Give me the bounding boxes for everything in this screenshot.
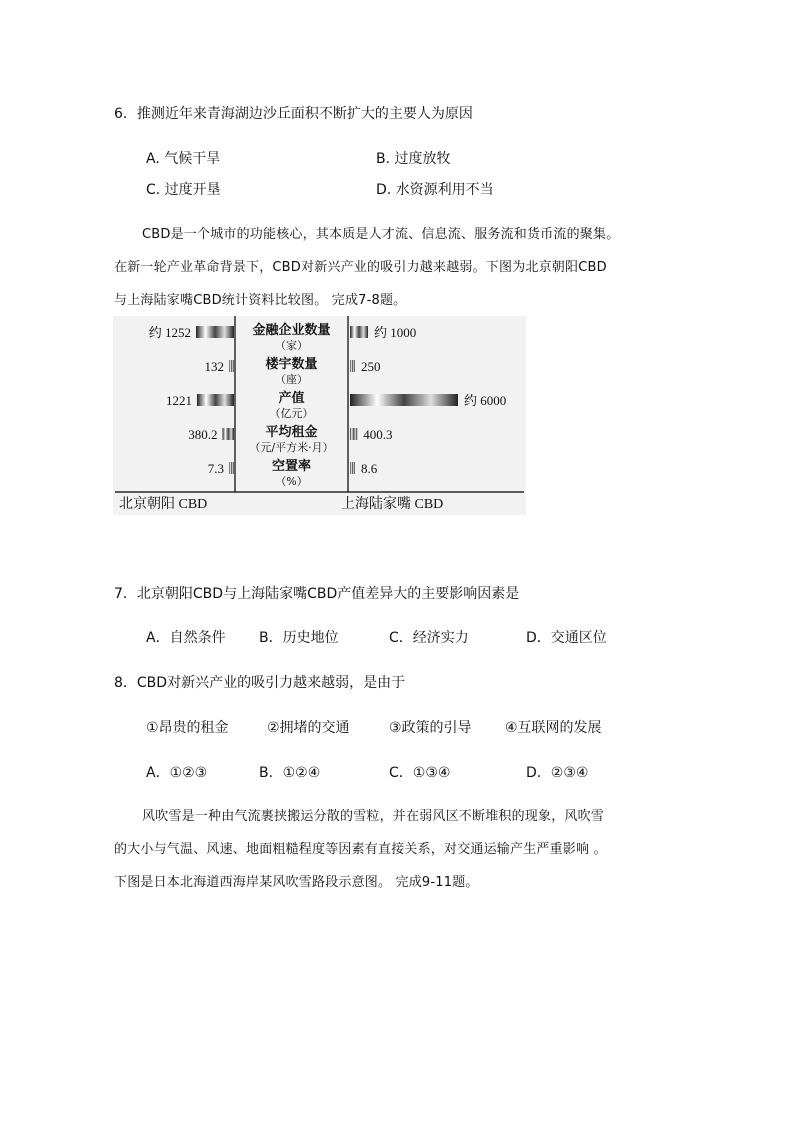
q8-item-4: ④互联网的发展: [505, 720, 602, 736]
category-1: 楼宇数量: [265, 357, 318, 372]
bar-shanghai-3: [350, 428, 357, 440]
snow-passage-line-1: 风吹雪是一种由气流裹挟搬运分散的雪粒，并在弱风区不断堆积的现象，风吹雪: [142, 809, 605, 824]
q8-option-b: B．①②④: [259, 765, 321, 781]
q6-option-d: D. 水资源利用不当: [376, 182, 494, 198]
q8-item-2: ②拥堵的交通: [267, 720, 350, 736]
unit-2: （亿元）: [269, 407, 314, 420]
series-name-shanghai: 上海陆家嘴 CBD: [341, 497, 444, 512]
q6-option-a: A. 气候干旱: [146, 151, 221, 167]
cbd-passage-line-1: CBD是一个城市的功能核心，其本质是人才流、信息流、服务流和货币流的聚集。: [142, 227, 620, 242]
cbd-comparison-chart-svg: [113, 316, 526, 515]
bar-shanghai-4: [350, 462, 355, 474]
snow-passage: [114, 800, 607, 899]
label-shanghai-0: 约 1000: [374, 325, 417, 340]
cbd-passage-line-2: 在新一轮产业革命背景下，CBD对新兴产业的吸引力越来越弱。下图为北京朝阳CBD: [114, 260, 607, 275]
label-beijing-2: 1221: [165, 393, 192, 408]
bar-shanghai-1: [350, 360, 355, 372]
unit-3: （元/平方米·月）: [249, 441, 334, 454]
q7-option-a: A．自然条件: [146, 630, 226, 646]
unit-0: （家）: [275, 339, 308, 352]
snow-passage-line-2: 的大小与气温、风速、地面粗糙程度等因素有直接关系，对交通运输产生严重影响 。: [114, 842, 607, 857]
q8-option-d: D．②③④: [526, 765, 589, 781]
label-beijing-4: 7.3: [207, 461, 224, 476]
q8-stem: 8．CBD对新兴产业的吸引力越来越弱，是由于: [114, 675, 406, 691]
label-shanghai-2: 约 6000: [464, 393, 507, 408]
q7-option-b: B．历史地位: [259, 630, 339, 646]
label-shanghai-4: 8.6: [361, 461, 378, 476]
unit-4: （%）: [275, 475, 308, 488]
q7-option-d: D．交通区位: [526, 630, 607, 646]
label-shanghai-1: 250: [361, 359, 381, 374]
bar-beijing-0: [196, 326, 234, 338]
unit-1: （座）: [275, 373, 308, 386]
q6-option-b: B. 过度放牧: [376, 151, 451, 167]
label-beijing-0: 约 1252: [148, 325, 191, 340]
q7-option-c: C．经济实力: [389, 630, 469, 646]
q8-option-a: A．①②③: [146, 765, 208, 781]
bar-beijing-1: [229, 360, 234, 372]
bar-shanghai-2: [350, 394, 458, 406]
cbd-comparison-chart: [113, 316, 526, 515]
q7-stem: 7．北京朝阳CBD与上海陆家嘴CBD产值差异大的主要影响因素是: [114, 586, 520, 602]
label-shanghai-3: 400.3: [363, 427, 393, 442]
snow-passage-line-3: 下图是日本北海道西海岸某风吹雪路段示意图。 完成9-11题。: [114, 875, 479, 890]
bar-beijing-2: [197, 394, 234, 406]
q8-item-3: ③政策的引导: [389, 720, 472, 736]
bar-beijing-4: [229, 462, 234, 474]
bar-beijing-3: [222, 428, 234, 440]
q6-stem: 6．推测近年来青海湖边沙丘面积不断扩大的主要人为原因: [114, 106, 473, 122]
label-beijing-1: 132: [204, 359, 224, 374]
cbd-passage-line-3: 与上海陆家嘴CBD统计资料比较图。 完成7-8题。: [114, 293, 407, 308]
bar-shanghai-0: [350, 326, 368, 338]
category-0: 金融企业数量: [252, 323, 331, 338]
category-3: 平均租金: [265, 425, 318, 440]
category-2: 产值: [278, 391, 305, 406]
series-name-beijing: 北京朝阳 CBD: [119, 497, 208, 512]
q8-item-1: ①昂贵的租金: [146, 720, 229, 736]
label-beijing-3: 380.2: [188, 427, 218, 442]
q8-option-c: C．①③④: [389, 765, 451, 781]
category-4: 空置率: [271, 459, 312, 474]
q6-option-c: C. 过度开垦: [146, 182, 221, 198]
cbd-passage: [114, 218, 619, 317]
